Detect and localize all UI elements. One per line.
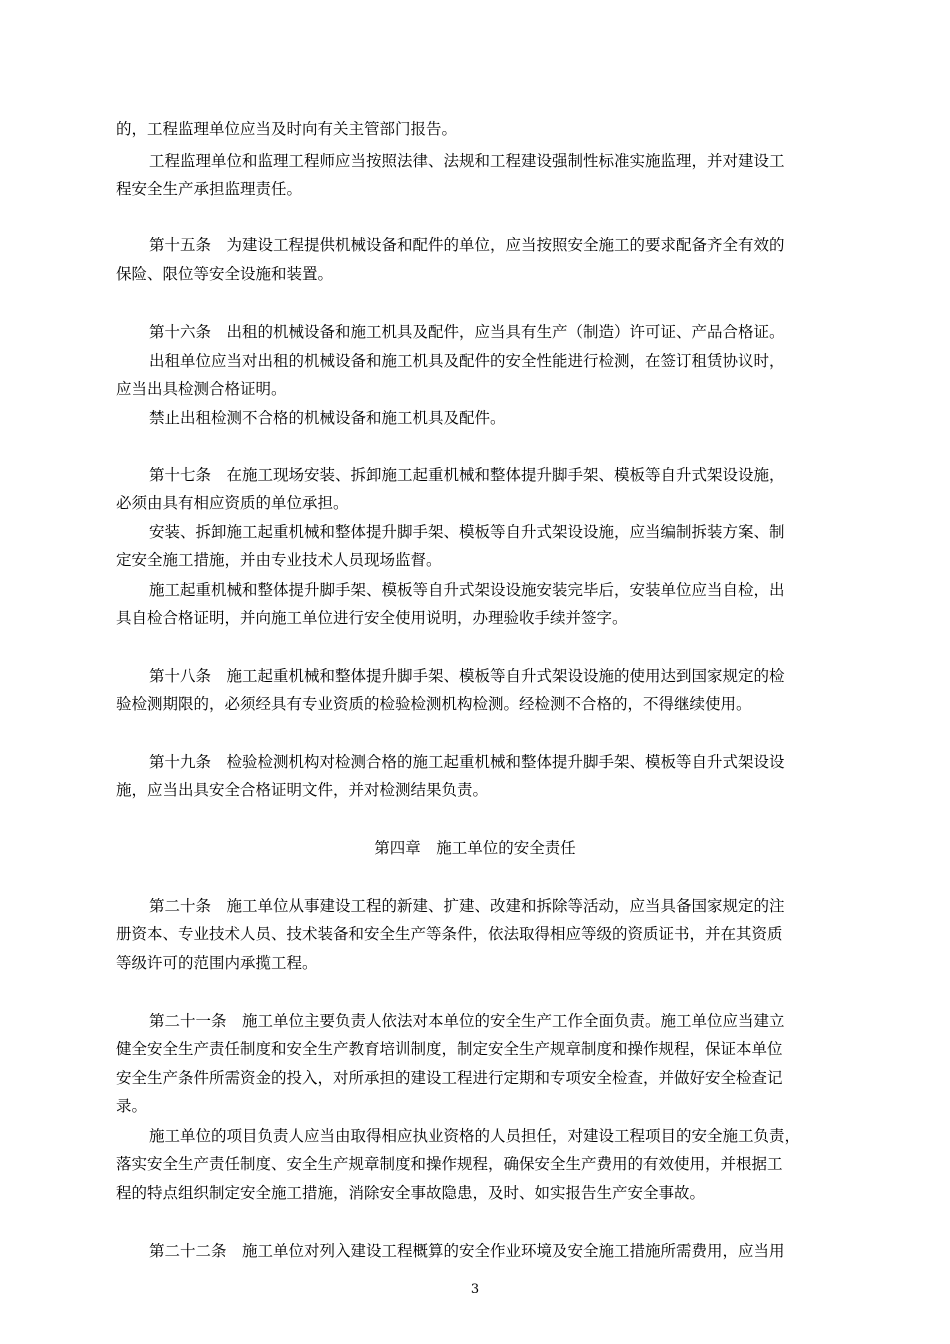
text-line: 录。	[116, 1097, 148, 1115]
text-line: 工程监理单位和监理工程师应当按照法律、法规和工程建设强制性标准实施监理，并对建设工	[149, 152, 785, 170]
text-line: 健全安全生产责任制度和安全生产教育培训制度，制定安全生产规章制度和操作规程，保证本单位	[116, 1040, 783, 1058]
text-line: 程安全生产承担监理责任。	[116, 180, 303, 198]
text-line: 安全生产条件所需资金的投入，对所承担的建设工程进行定期和专项安全检查，并做好安全检查记	[116, 1069, 783, 1087]
article-20-start: 第二十条 施工单位从事建设工程的新建、扩建、改建和拆除等活动，应当具备国家规定的注	[149, 897, 785, 915]
text-line: 程的特点组织制定安全施工措施，消除安全事故隐患，及时、如实报告生产安全事故。	[116, 1184, 706, 1202]
text-line: 施，应当出具安全合格证明文件，并对检测结果负责。	[116, 781, 489, 799]
text-line: 落实安全生产责任制度、安全生产规章制度和操作规程，确保安全生产费用的有效使用，并根据工	[116, 1155, 783, 1173]
text-line: 施工单位的项目负责人应当由取得相应执业资格的人员担任，对建设工程项目的安全施工负责，	[149, 1127, 801, 1145]
text-line: 安装、拆卸施工起重机械和整体提升脚手架、模板等自升式架设设施，应当编制拆装方案、制	[149, 523, 785, 541]
article-22-start: 第二十二条 施工单位对列入建设工程概算的安全作业环境及安全施工措施所需费用，应当用	[149, 1242, 785, 1260]
text-line: 出租单位应当对出租的机械设备和施工机具及配件的安全性能进行检测，在签订租赁协议时，	[149, 352, 785, 370]
article-21-start: 第二十一条 施工单位主要负责人依法对本单位的安全生产工作全面负责。施工单位应当建立	[149, 1012, 785, 1030]
text-line: 的，工程监理单位应当及时向有关主管部门报告。	[116, 120, 458, 138]
text-line: 具自检合格证明，并向施工单位进行安全使用说明，办理验收手续并签字。	[116, 609, 628, 627]
article-17-start: 第十七条 在施工现场安装、拆卸施工起重机械和整体提升脚手架、模板等自升式架设设施，	[149, 466, 785, 484]
text-line: 应当出具检测合格证明。	[116, 380, 287, 398]
article-16-start: 第十六条 出租的机械设备和施工机具及配件，应当具有生产（制造）许可证、产品合格证。	[149, 323, 785, 341]
text-line: 验检测期限的，必须经具有专业资质的检验检测机构检测。经检测不合格的，不得继续使用。	[116, 695, 752, 713]
article-19-start: 第十九条 检验检测机构对检测合格的施工起重机械和整体提升脚手架、模板等自升式架设设	[149, 753, 785, 771]
text-line: 施工起重机械和整体提升脚手架、模板等自升式架设设施安装完毕后，安装单位应当自检，出	[149, 581, 785, 599]
article-15-start: 第十五条 为建设工程提供机械设备和配件的单位，应当按照安全施工的要求配备齐全有效的	[149, 236, 785, 254]
text-line: 禁止出租检测不合格的机械设备和施工机具及配件。	[149, 409, 506, 427]
text-line: 保险、限位等安全设施和装置。	[116, 265, 334, 283]
chapter-heading: 第四章 施工单位的安全责任	[374, 839, 576, 857]
text-line: 册资本、专业技术人员、技术装备和安全生产等条件，依法取得相应等级的资质证书，并在其资质	[116, 925, 783, 943]
article-18-start: 第十八条 施工起重机械和整体提升脚手架、模板等自升式架设设施的使用达到国家规定的检	[149, 667, 785, 685]
text-line: 定安全施工措施，并由专业技术人员现场监督。	[116, 551, 442, 569]
text-line: 必须由具有相应资质的单位承担。	[116, 494, 349, 512]
page-number: 3	[470, 1282, 480, 1297]
text-line: 等级许可的范围内承揽工程。	[116, 954, 318, 972]
